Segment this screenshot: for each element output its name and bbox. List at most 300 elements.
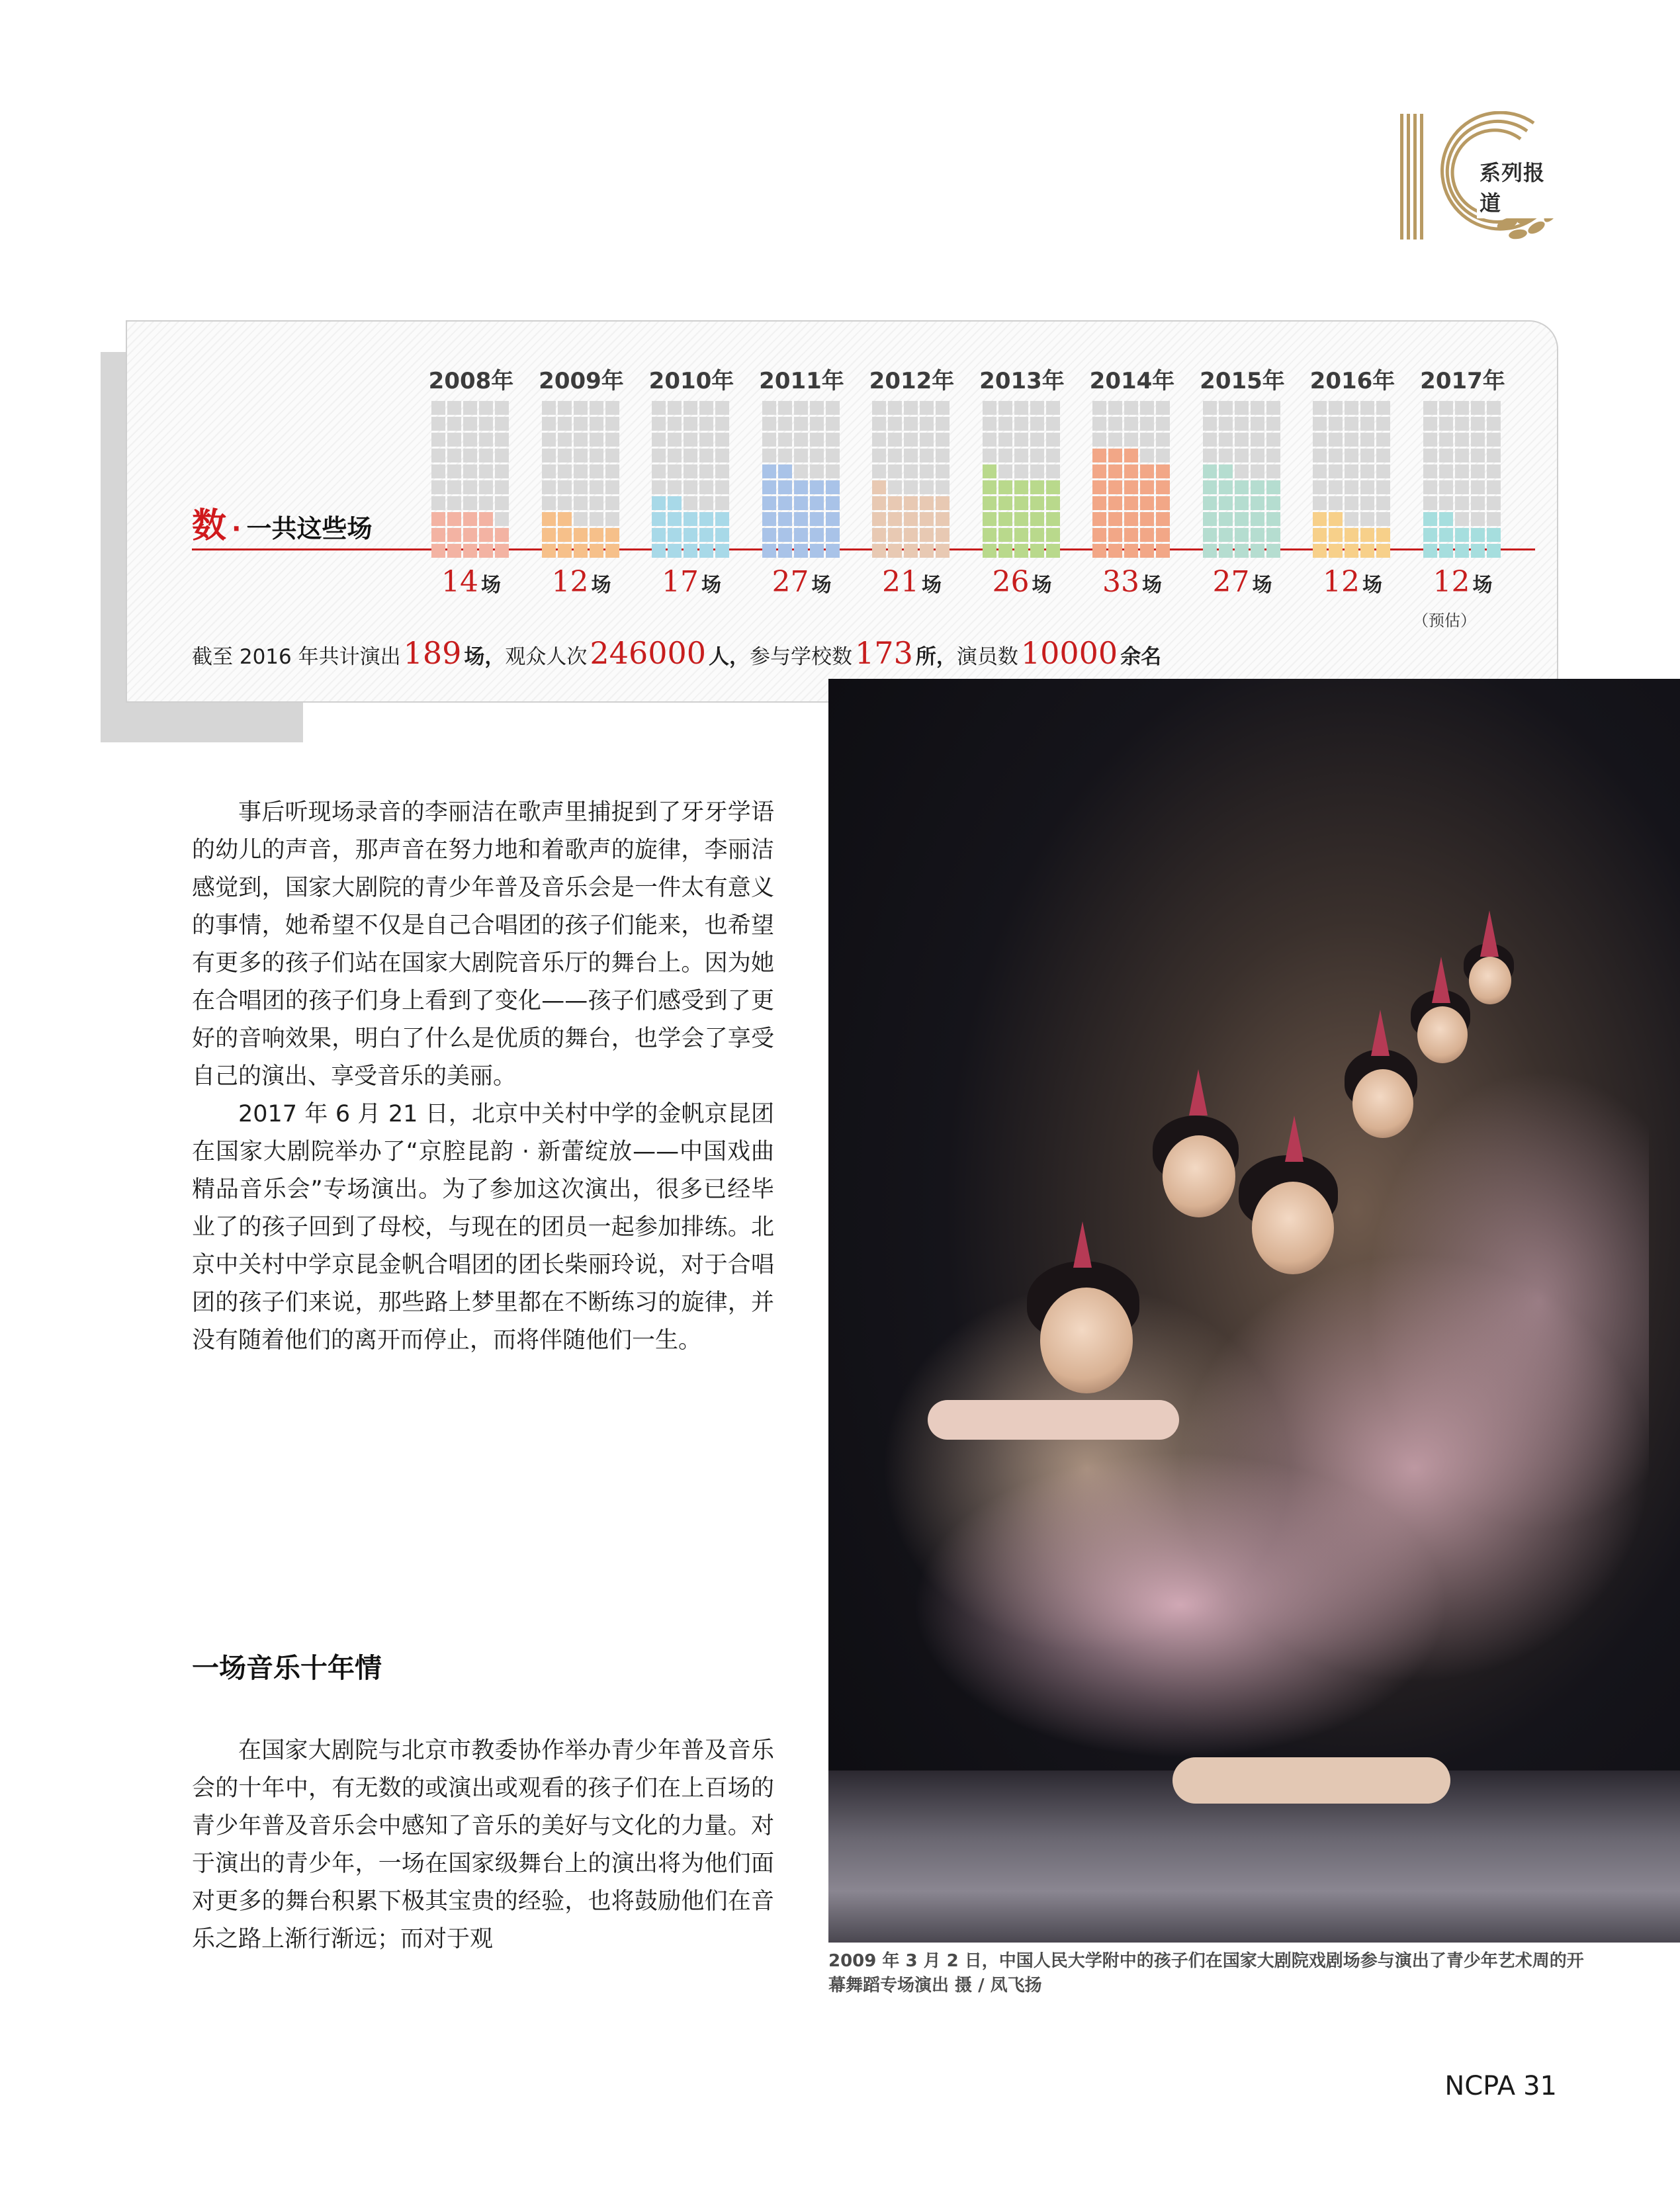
performance-cell	[1329, 512, 1343, 526]
performance-cell	[1329, 528, 1343, 542]
performance-cell	[1313, 401, 1327, 415]
performance-cell	[1124, 417, 1138, 431]
performance-cell	[1313, 433, 1327, 447]
performance-cell	[778, 544, 792, 558]
performance-cell	[542, 449, 556, 462]
performance-cell	[904, 512, 918, 526]
performance-cell	[1014, 496, 1028, 510]
performance-cell	[652, 401, 666, 415]
performance-cell	[1014, 464, 1028, 478]
performance-cell	[1140, 449, 1154, 462]
performance-cell	[1140, 464, 1154, 478]
performance-cell	[794, 433, 808, 447]
performance-cell	[1219, 528, 1233, 542]
performance-cell	[463, 401, 477, 415]
performance-cell	[794, 464, 808, 478]
performance-cell	[1487, 401, 1501, 415]
performance-cell	[1156, 528, 1170, 542]
performance-cell	[1219, 496, 1233, 510]
performance-cell	[699, 544, 713, 558]
performance-cell	[463, 512, 477, 526]
performance-cell	[1219, 512, 1233, 526]
performance-cell	[872, 496, 886, 510]
performance-cell	[810, 544, 824, 558]
performance-cell	[715, 401, 729, 415]
performance-cell	[1376, 401, 1390, 415]
performance-cell	[590, 512, 603, 526]
performance-cell	[762, 449, 776, 462]
performance-cell	[778, 496, 792, 510]
performance-cell	[542, 528, 556, 542]
performance-cell	[1108, 512, 1122, 526]
count-unit: 场	[1252, 574, 1272, 597]
performance-cell	[888, 401, 902, 415]
performance-cell	[1360, 417, 1374, 431]
performance-cell	[1030, 401, 1044, 415]
performance-cell	[1156, 417, 1170, 431]
performance-cell	[794, 496, 808, 510]
year-label: 2016年	[1309, 368, 1395, 394]
summary-unit-1: 场，	[464, 645, 506, 669]
performance-cell	[762, 528, 776, 542]
performance-count	[418, 565, 524, 599]
count-value: 17	[662, 565, 699, 599]
performance-cell	[1423, 496, 1437, 510]
performance-cell	[1345, 512, 1358, 526]
performance-cell	[1014, 512, 1028, 526]
performance-cell	[794, 512, 808, 526]
performance-cell	[920, 433, 934, 447]
performance-cell	[590, 480, 603, 494]
performance-cell	[1140, 496, 1154, 510]
performance-cell	[794, 480, 808, 494]
performance-cell	[1203, 417, 1217, 431]
performance-cell	[762, 417, 776, 431]
performance-cell	[715, 496, 729, 510]
performance-cell	[558, 417, 572, 431]
dancer-face	[1252, 1182, 1334, 1274]
performance-cell	[904, 528, 918, 542]
headdress-feather	[1285, 1116, 1304, 1162]
paragraph: 2017 年 6 月 21 日，北京中关村中学的金帆京昆团在国家大剧院举办了“京腔昆韵 · 新蕾绽放——中国戏曲精品音乐会”专场演出。为了参加这次演出，很多已经毕业了的孩子回到了母校，与现在的团员一起参加排练。北京中关村中学京昆金帆合唱团的团长柴丽玲说，对于合唱团的孩子们来说，那些路上梦里都在不断练习的旋律，并没有随着他们的离开而停止，而将伴随他们一生。	[192, 1101, 774, 1354]
performance-cell	[558, 433, 572, 447]
performance-cell	[1124, 512, 1138, 526]
performance-cell	[1156, 449, 1170, 462]
performance-cell	[904, 433, 918, 447]
performance-cell	[936, 496, 950, 510]
performance-cell	[872, 417, 886, 431]
headdress-feather	[1371, 1010, 1390, 1056]
performance-cell	[652, 528, 666, 542]
performance-cell	[1108, 401, 1122, 415]
performance-cell	[495, 417, 509, 431]
page-number: 31	[1523, 2071, 1557, 2101]
performance-cell	[1046, 496, 1060, 510]
performance-cell	[1156, 544, 1170, 558]
performance-cell	[920, 401, 934, 415]
performance-cell	[574, 464, 588, 478]
performance-cell	[1439, 401, 1453, 415]
performance-cell	[684, 401, 697, 415]
performance-cell	[1140, 544, 1154, 558]
performance-cell	[558, 512, 572, 526]
performance-cell	[605, 449, 619, 462]
performance-cell	[715, 417, 729, 431]
performance-cell	[652, 512, 666, 526]
performance-cell	[668, 433, 682, 447]
performance-cell	[668, 480, 682, 494]
performance-cell	[1092, 544, 1106, 558]
performance-cell	[1345, 417, 1358, 431]
dancer-leg	[1172, 1757, 1450, 1804]
performance-cell	[826, 544, 840, 558]
count-value: 21	[882, 565, 919, 599]
performance-cell	[904, 544, 918, 558]
performance-cell	[1030, 464, 1044, 478]
magazine-name: NCPA	[1444, 2071, 1516, 2101]
performance-cell	[1439, 496, 1453, 510]
performance-cell	[936, 464, 950, 478]
performance-cell	[1360, 512, 1374, 526]
performance-cell	[888, 512, 902, 526]
year-label: 2017年	[1420, 368, 1505, 394]
performance-cell	[463, 480, 477, 494]
performance-cell	[1329, 544, 1343, 558]
performance-cell	[699, 417, 713, 431]
performance-cell	[574, 449, 588, 462]
performance-cell	[1251, 496, 1264, 510]
performance-cell	[495, 544, 509, 558]
performance-cell	[1360, 449, 1374, 462]
performance-cell	[558, 480, 572, 494]
performance-cell	[1092, 464, 1106, 478]
performance-cell	[1455, 544, 1469, 558]
performance-cell	[1439, 433, 1453, 447]
performance-cell	[794, 401, 808, 415]
performance-cell	[1313, 464, 1327, 478]
performance-cell	[1203, 401, 1217, 415]
performance-cell	[904, 449, 918, 462]
performance-cell	[1360, 480, 1374, 494]
performance-cell	[590, 401, 603, 415]
performance-cell	[826, 496, 840, 510]
summary-schools: 173	[855, 635, 913, 671]
performance-cell	[1203, 496, 1217, 510]
performance-cell	[998, 464, 1012, 478]
performance-cell	[1235, 449, 1249, 462]
performance-cell	[1423, 401, 1437, 415]
performance-cell	[431, 496, 445, 510]
performance-cell	[1360, 464, 1374, 478]
count-value: 33	[1102, 565, 1139, 599]
performance-cell	[872, 528, 886, 542]
performance-cell	[495, 401, 509, 415]
count-unit: 场	[922, 574, 942, 597]
performance-cell	[590, 544, 603, 558]
performance-cell	[479, 449, 493, 462]
performance-cell	[479, 544, 493, 558]
performance-cell	[983, 544, 996, 558]
performance-cell	[1329, 433, 1343, 447]
performance-cell	[1030, 496, 1044, 510]
performance-cell	[936, 512, 950, 526]
performance-cell	[1345, 544, 1358, 558]
performance-cell	[1140, 512, 1154, 526]
performance-cell	[1376, 433, 1390, 447]
performance-cell	[1471, 417, 1485, 431]
performance-cell	[558, 464, 572, 478]
performance-cell	[684, 496, 697, 510]
performance-cell	[1439, 449, 1453, 462]
year-cell-grid	[431, 401, 509, 558]
performance-cell	[1140, 417, 1154, 431]
count-unit: 场	[1472, 574, 1493, 597]
performance-cell	[605, 401, 619, 415]
performance-cell	[1423, 528, 1437, 542]
performance-cell	[447, 496, 461, 510]
performance-cell	[1124, 401, 1138, 415]
performance-cell	[762, 512, 776, 526]
performance-cell	[1439, 544, 1453, 558]
performance-cell	[479, 417, 493, 431]
performance-count	[639, 565, 744, 599]
performance-cell	[1455, 528, 1469, 542]
performance-cell	[684, 464, 697, 478]
year-label: 2009年	[539, 368, 624, 394]
performance-cell	[762, 480, 776, 494]
performance-count	[859, 565, 965, 599]
performance-cell	[983, 449, 996, 462]
performance-count	[1190, 565, 1296, 599]
performance-cell	[542, 401, 556, 415]
performance-cell	[1471, 464, 1485, 478]
performance-cell	[684, 512, 697, 526]
count-value: 14	[441, 565, 478, 599]
paragraph: 在国家大剧院与北京市教委协作举办青少年普及音乐会的十年中，有无数的或演出或观看的孩子们在上百场的青少年普及音乐会中感知了音乐的美好与文化的力量。对于演出的青少年，一场在国家级舞台上的演出将为他们面对更多的舞台积累下极其宝贵的经验，也将鼓励他们在音乐之路上渐行渐远；而对于观	[192, 1737, 774, 1952]
count-value: 12	[551, 565, 589, 599]
performance-cell	[1014, 449, 1028, 462]
performance-cell	[542, 544, 556, 558]
performance-cell	[1092, 512, 1106, 526]
performance-cell	[431, 544, 445, 558]
performance-cell	[495, 528, 509, 542]
year-label: 2015年	[1200, 368, 1285, 394]
performance-cell	[1235, 528, 1249, 542]
performance-cell	[590, 464, 603, 478]
performance-cell	[1487, 417, 1501, 431]
year-cell-grid	[1313, 401, 1390, 558]
performance-cell	[983, 401, 996, 415]
performance-cell	[1455, 433, 1469, 447]
performance-cell	[1030, 433, 1044, 447]
performance-cell	[920, 464, 934, 478]
performance-cell	[463, 449, 477, 462]
performance-cell	[1345, 401, 1358, 415]
performance-cell	[936, 417, 950, 431]
dancer-face	[1040, 1288, 1133, 1393]
paragraph: 事后听现场录音的李丽洁在歌声里捕捉到了牙牙学语的幼儿的声音，那声音在努力地和着歌声的旋律，李丽洁感觉到，国家大剧院的青少年普及音乐会是一件太有意义的事情，她希望不仅是自己合唱团的孩子们能来，也希望有更多的孩子们站在国家大剧院音乐厅的舞台上。因为她在合唱团的孩子们身上看到了变化——孩子们感受到了更好的音响效果，明白了什么是优质的舞台，也学会了享受自己的演出、享受音乐的美丽。	[192, 799, 774, 1090]
headdress-feather	[1189, 1069, 1208, 1116]
performance-cell	[463, 464, 477, 478]
year-cell-grid	[1423, 401, 1501, 558]
performance-cell	[1439, 480, 1453, 494]
performance-cell	[1329, 464, 1343, 478]
performance-cell	[983, 496, 996, 510]
performance-cell	[1471, 449, 1485, 462]
performance-cell	[998, 528, 1012, 542]
performance-cell	[463, 528, 477, 542]
performance-cell	[699, 464, 713, 478]
performance-cell	[920, 480, 934, 494]
performance-cell	[558, 449, 572, 462]
performance-cell	[810, 433, 824, 447]
performance-cell	[1487, 528, 1501, 542]
performance-cell	[447, 480, 461, 494]
dancer-face	[1469, 957, 1511, 1004]
summary-unit-2: 人，	[709, 645, 750, 669]
performance-cell	[1423, 433, 1437, 447]
performance-cell	[1329, 480, 1343, 494]
headdress-feather	[1480, 910, 1499, 957]
performance-cell	[1108, 433, 1122, 447]
performance-cell	[1046, 401, 1060, 415]
section-heading: 一场音乐十年情	[192, 1652, 382, 1684]
performance-cell	[778, 512, 792, 526]
performance-cell	[936, 433, 950, 447]
performance-cell	[983, 433, 996, 447]
performance-cell	[447, 433, 461, 447]
performance-cell	[1235, 544, 1249, 558]
performance-cell	[1124, 433, 1138, 447]
year-cell-grid	[542, 401, 619, 558]
performance-cell	[1266, 433, 1280, 447]
performance-cell	[1487, 512, 1501, 526]
performance-cell	[431, 417, 445, 431]
performance-cell	[1455, 464, 1469, 478]
performance-cell	[1360, 496, 1374, 510]
performance-cell	[1266, 528, 1280, 542]
year-label: 2012年	[869, 368, 955, 394]
performance-cell	[1455, 449, 1469, 462]
performance-cell	[668, 528, 682, 542]
performance-cell	[715, 528, 729, 542]
performance-cell	[1487, 496, 1501, 510]
performance-cell	[699, 433, 713, 447]
dance-performance-photo	[828, 679, 1680, 1943]
performance-cell	[605, 544, 619, 558]
performance-cell	[1108, 449, 1122, 462]
performance-cell	[1439, 464, 1453, 478]
performance-cell	[668, 512, 682, 526]
performance-cell	[920, 417, 934, 431]
performance-cell	[1471, 512, 1485, 526]
performance-cell	[1471, 401, 1485, 415]
count-value: 27	[1212, 565, 1250, 599]
performance-cell	[904, 417, 918, 431]
performance-count	[749, 565, 855, 599]
performance-cell	[495, 449, 509, 462]
performance-cell	[1156, 480, 1170, 494]
stats-summary	[192, 635, 1161, 671]
performance-cell	[1219, 433, 1233, 447]
performance-cell	[826, 464, 840, 478]
article-body-bottom	[192, 1732, 774, 1958]
performance-cell	[826, 512, 840, 526]
performance-cell	[699, 496, 713, 510]
year-label: 2014年	[1089, 368, 1175, 394]
performance-cell	[1313, 496, 1327, 510]
series-logo	[1395, 111, 1567, 243]
performance-cell	[1219, 417, 1233, 431]
dancer-face	[1163, 1135, 1235, 1217]
year-label: 2013年	[979, 368, 1065, 394]
performance-cell	[1046, 433, 1060, 447]
year-label: 2011年	[759, 368, 844, 394]
performance-cell	[872, 480, 886, 494]
performance-cell	[983, 417, 996, 431]
year-cell-grid	[652, 401, 729, 558]
performance-cell	[1266, 496, 1280, 510]
performance-cell	[652, 433, 666, 447]
performance-cell	[1487, 449, 1501, 462]
title-char: 数	[192, 506, 227, 546]
performance-cell	[888, 433, 902, 447]
year-cell-grid	[1092, 401, 1170, 558]
performance-cell	[794, 449, 808, 462]
performance-cell	[431, 480, 445, 494]
performance-cell	[1423, 449, 1437, 462]
performance-cell	[605, 433, 619, 447]
count-value: 12	[1433, 565, 1470, 599]
performance-cell	[826, 401, 840, 415]
performance-cell	[1439, 417, 1453, 431]
performance-cell	[447, 512, 461, 526]
performance-cell	[605, 528, 619, 542]
performance-cell	[1156, 401, 1170, 415]
performance-count	[529, 565, 635, 599]
performance-cell	[668, 496, 682, 510]
summary-unit-4: 余名	[1120, 645, 1162, 669]
performance-cell	[684, 528, 697, 542]
performance-cell	[1203, 512, 1217, 526]
performance-cell	[652, 496, 666, 510]
performance-cell	[1313, 480, 1327, 494]
performance-cell	[1251, 512, 1264, 526]
performance-cell	[904, 401, 918, 415]
performance-cell	[872, 512, 886, 526]
dancer-face	[1417, 1006, 1468, 1063]
performance-cell	[998, 512, 1012, 526]
performance-cell	[558, 401, 572, 415]
performance-cell	[983, 464, 996, 478]
performance-cell	[574, 512, 588, 526]
performance-cell	[810, 464, 824, 478]
performance-cell	[1376, 417, 1390, 431]
performance-cell	[542, 464, 556, 478]
performance-cell	[983, 528, 996, 542]
performance-cell	[1030, 449, 1044, 462]
performance-cell	[715, 480, 729, 494]
performance-cell	[1360, 433, 1374, 447]
year-cell-grid	[1203, 401, 1280, 558]
performance-cell	[794, 528, 808, 542]
performance-cell	[1235, 480, 1249, 494]
performance-cell	[699, 512, 713, 526]
performance-cell	[699, 449, 713, 462]
performance-cell	[1030, 528, 1044, 542]
performance-cell	[1030, 417, 1044, 431]
performance-cell	[574, 544, 588, 558]
